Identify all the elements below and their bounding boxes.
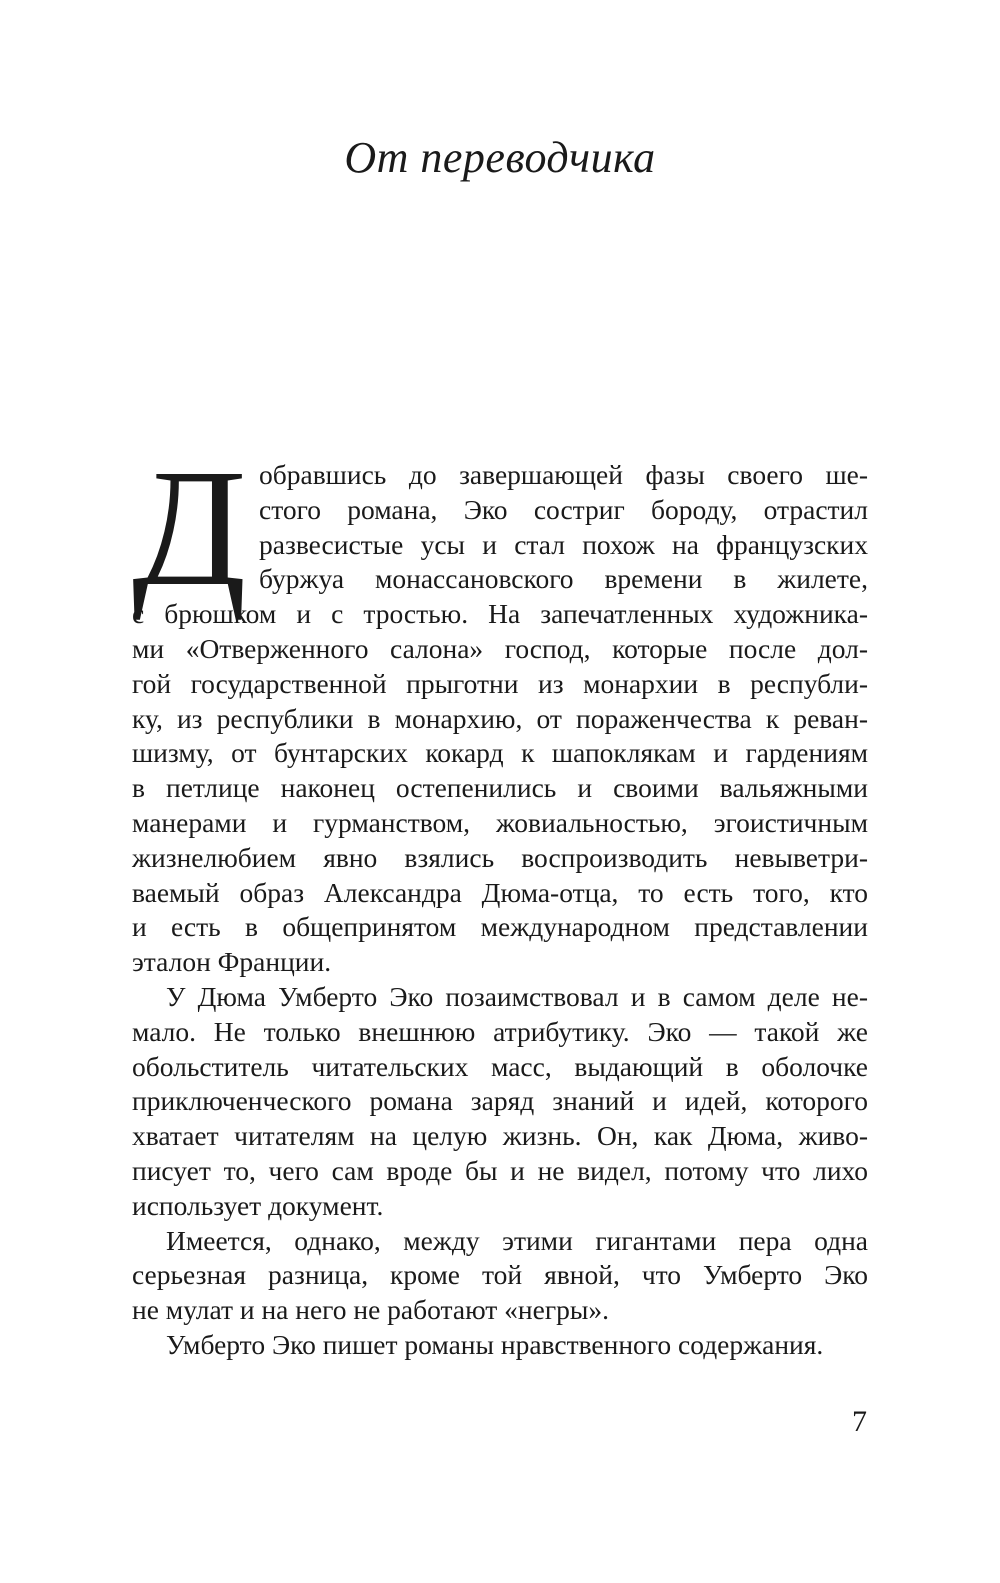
text-line: Имеется, однако, между этими гигантами пера одна [166, 1224, 868, 1256]
text-line: стого романа, Эко состриг бороду, отрастил [259, 493, 868, 525]
paragraph-3 [132, 1224, 868, 1328]
text-line: манерами и гурманством, жовиальностью, эгоистичным [132, 806, 868, 838]
page-number: 7 [852, 1405, 867, 1438]
text-line: с брюшком и с тростью. На запечатленных художника- [132, 598, 868, 630]
text-line: развесистые усы и стал похож на французских [259, 528, 868, 560]
text-line: серьезная разница, кроме той явной, что Умберто Эко [132, 1259, 868, 1291]
paragraph-1 [132, 597, 868, 980]
dropcap-lines [259, 458, 868, 597]
text-line: использует документ. [132, 1189, 384, 1221]
page-title: От переводчика [344, 133, 656, 182]
text-line: ми «Отверженного салона» господ, которые после дол- [132, 632, 868, 664]
text-line: жизнелюбием явно взялись воспроизводить невыветри- [132, 841, 868, 873]
text-line: обравшись до завершающей фазы своего ше- [259, 459, 868, 490]
text-line: писует то, чего сам вроде бы и не видел, потому что лихо [132, 1154, 868, 1186]
text-line: Умберто Эко пишет романы нравственного содержания. [166, 1328, 824, 1360]
paragraph-2 [132, 980, 868, 1224]
text-line: ку, из республики в монархию, от пораженчества к реван- [132, 702, 868, 734]
text-line: буржуа монассановского времени в жилете, [259, 563, 868, 595]
text-line: не мулат и на него не работают «негры». [132, 1294, 609, 1326]
text-line: шизму, от бунтарских кокард к шапоклякам и гардениям [132, 737, 868, 769]
text-line: хватает читателям на целую жизнь. Он, как Дюма, живо- [132, 1120, 868, 1152]
drop-cap: Д [132, 435, 247, 621]
text-line: У Дюма Умберто Эко позаимствовал и в самом деле не- [166, 980, 868, 1012]
body-text [132, 435, 868, 1363]
text-line: приключенческого романа заряд знаний и идей, которого [132, 1085, 868, 1117]
text-line: обольститель читательских масс, выдающий в оболочке [132, 1050, 868, 1082]
text-line: и есть в общепринятом международном представлении [132, 911, 868, 943]
text-line: ваемый образ Александра Дюма-отца, то есть того, кто [132, 876, 868, 908]
text-line: мало. Не только внешнюю атрибутику. Эко — такой же [132, 1015, 868, 1047]
paragraph-4 [132, 1328, 868, 1363]
text-line: гой государственной прыготни из монархии в республи- [132, 667, 868, 699]
text-line: эталон Франции. [132, 946, 332, 978]
text-line: в петлице наконец остепенились и своими вальяжными [132, 772, 868, 804]
